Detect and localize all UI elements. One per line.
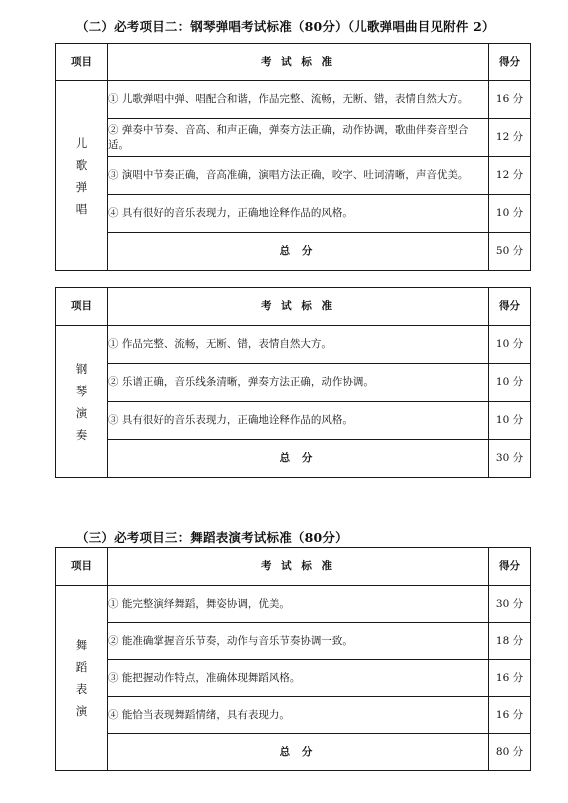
header-score: 得分 [489, 548, 531, 586]
category-char: 舞 [75, 638, 88, 652]
criteria-text: ② 弹奏中节奏、音高、和声正确，弹奏方法正确，动作协调，歌曲伴奏音型合适。 [108, 119, 489, 157]
total-score: 80 分 [489, 734, 531, 771]
score-value: 16 分 [489, 697, 531, 734]
score-value: 18 分 [489, 623, 531, 660]
header-criteria: 考 试 标 准 [108, 44, 489, 81]
total-label: 总 分 [108, 734, 489, 771]
score-value: 16 分 [489, 81, 531, 119]
criteria-text: ③ 演唱中节奏正确，音高准确，演唱方法正确，咬字、吐词清晰，声音优美。 [108, 157, 489, 195]
category-cell [56, 326, 108, 478]
score-value: 12 分 [489, 119, 531, 157]
criteria-text: ② 能准确掌握音乐节奏，动作与音乐节奏协调一致。 [108, 623, 489, 660]
criteria-text: ③ 能把握动作特点，准确体现舞蹈风格。 [108, 660, 489, 697]
section-heading-piano-singing: （二）必考项目二：钢琴弹唱考试标准（80分）（儿歌弹唱曲目见附件 2） [76, 19, 495, 34]
category-char: 琴 [75, 383, 88, 398]
category-char: 唱 [75, 201, 88, 216]
score-value: 30 分 [489, 586, 531, 623]
category-char: 演 [75, 405, 88, 420]
scoring-table-dance [55, 547, 531, 771]
score-value: 10 分 [489, 195, 531, 233]
header-score: 得分 [489, 288, 531, 326]
criteria-text: ① 儿歌弹唱中弹、唱配合和谐，作品完整、流畅，无断、错，表情自然大方。 [108, 81, 489, 119]
criteria-text: ① 作品完整、流畅，无断、错，表情自然大方。 [108, 326, 489, 364]
total-label: 总 分 [108, 233, 489, 271]
score-value: 10 分 [489, 402, 531, 440]
header-item: 项目 [56, 44, 108, 81]
criteria-text: ④ 能恰当表现舞蹈情绪，具有表现力。 [108, 697, 489, 734]
scoring-table-childrens-song [55, 43, 531, 271]
score-value: 12 分 [489, 157, 531, 195]
header-criteria: 考 试 标 准 [108, 288, 489, 326]
scoring-table-piano [55, 287, 531, 478]
total-score: 30 分 [489, 440, 531, 478]
category-char: 弹 [75, 179, 88, 194]
total-label: 总 分 [108, 440, 489, 478]
category-char: 表 [75, 682, 88, 696]
score-value: 10 分 [489, 364, 531, 402]
header-item: 项目 [56, 548, 108, 586]
criteria-text: ④ 具有很好的音乐表现力，正确地诠释作品的风格。 [108, 195, 489, 233]
criteria-text: ② 乐谱正确，音乐线条清晰，弹奏方法正确，动作协调。 [108, 364, 489, 402]
category-cell [56, 586, 108, 771]
score-value: 10 分 [489, 326, 531, 364]
header-item: 项目 [56, 288, 108, 326]
header-score: 得分 [489, 44, 531, 81]
category-char: 钢 [75, 361, 88, 376]
category-char: 演 [75, 704, 88, 718]
header-criteria: 考 试 标 准 [108, 548, 489, 586]
category-char: 奏 [75, 427, 88, 442]
category-char: 蹈 [75, 660, 88, 674]
criteria-text: ① 能完整演绎舞蹈，舞姿协调，优美。 [108, 586, 489, 623]
category-char: 儿 [75, 135, 88, 150]
score-value: 16 分 [489, 660, 531, 697]
total-score: 50 分 [489, 233, 531, 271]
criteria-text: ③ 具有很好的音乐表现力，正确地诠释作品的风格。 [108, 402, 489, 440]
category-cell [56, 81, 108, 271]
category-char: 歌 [75, 157, 88, 172]
section-heading-dance: （三）必考项目三：舞蹈表演考试标准（80分） [76, 530, 348, 545]
